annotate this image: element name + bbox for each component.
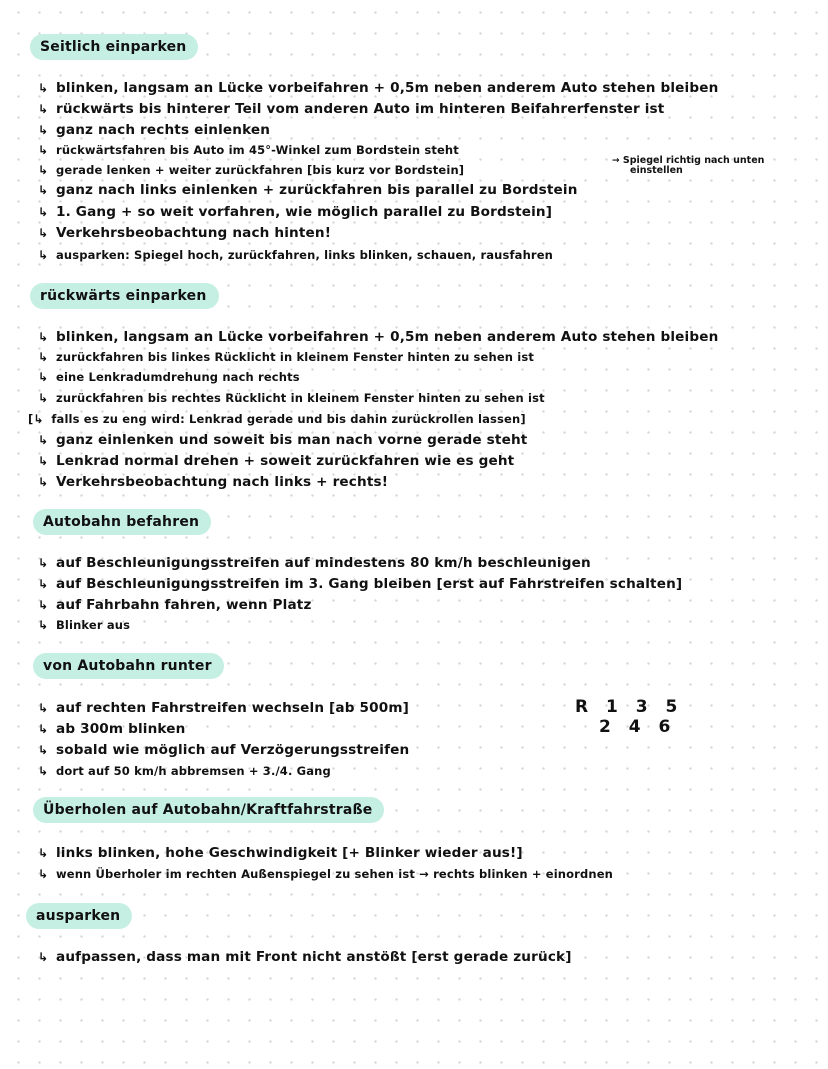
- bullet-arrow-icon: ↳: [33, 412, 44, 426]
- list-item: ↳ auf Fahrbahn fahren, wenn Platz: [38, 597, 312, 613]
- list-item: ↳ blinken, langsam an Lücke vorbeifahren + 0,5m neben anderem Auto stehen bleiben: [38, 80, 719, 96]
- list-item: ↳ rückwärtsfahren bis Auto im 45°-Winkel zum Bordstein steht: [38, 140, 459, 160]
- arrow-right-icon: →: [612, 156, 620, 166]
- list-item: ↳ zurückfahren bis rechtes Rücklicht in kleinem Fenster hinten zu sehen ist: [38, 388, 545, 408]
- list-item: ↳ links blinken, hohe Geschwindigkeit [+ Blinker wieder aus!]: [38, 845, 523, 861]
- section-heading-ueberholen: Überholen auf Autobahn/Kraftfahrstraße: [33, 797, 384, 823]
- bullet-arrow-icon: ↳: [38, 454, 49, 468]
- bullet-arrow-icon: ↳: [38, 330, 49, 344]
- list-item: ↳ eine Lenkradumdrehung nach rechts: [38, 367, 300, 387]
- bullet-arrow-icon: ↳: [38, 433, 49, 447]
- bullet-arrow-icon: ↳: [38, 598, 49, 612]
- bullet-arrow-icon: ↳: [38, 143, 49, 157]
- list-item: ↳ Lenkrad normal drehen + soweit zurückfahren wie es geht: [38, 453, 515, 469]
- list-item-bracketed: [↳ falls es zu eng wird: Lenkrad gerade und bis dahin zurückrollen lassen]: [28, 409, 526, 429]
- list-item: ↳ auf rechten Fahrstreifen wechseln [ab 500m]: [38, 700, 409, 716]
- bullet-arrow-icon: ↳: [38, 618, 49, 632]
- bullet-arrow-icon: ↳: [38, 102, 49, 116]
- bullet-arrow-icon: ↳: [38, 248, 49, 262]
- list-item: ↳ Verkehrsbeobachtung nach links + rechts!: [38, 474, 389, 490]
- list-item: ↳ Verkehrsbeobachtung nach hinten!: [38, 225, 332, 241]
- bullet-arrow-icon: ↳: [38, 867, 49, 881]
- side-note-spiegel: → Spiegel richtig nach unten einstellen: [612, 155, 765, 176]
- bullet-arrow-icon: ↳: [38, 350, 49, 364]
- section-heading-von-autobahn-runter: von Autobahn runter: [33, 653, 224, 679]
- section-heading-seitlich-einparken: Seitlich einparken: [30, 34, 198, 60]
- list-item: ↳ wenn Überholer im rechten Außenspiegel zu sehen ist → rechts blinken + einordnen: [38, 864, 613, 884]
- list-item: ↳ ganz nach rechts einlenken: [38, 122, 271, 138]
- section-heading-rueckwaerts-einparken: rückwärts einparken: [30, 283, 219, 309]
- gear-diagram-row-2: 2 4 6: [599, 717, 677, 737]
- bullet-arrow-icon: ↳: [38, 123, 49, 137]
- list-item: ↳ Blinker aus: [38, 615, 130, 635]
- gear-diagram-row-1: R 1 3 5: [575, 697, 684, 717]
- bullet-arrow-icon: ↳: [38, 701, 49, 715]
- section-heading-ausparken: ausparken: [26, 903, 132, 929]
- list-item: ↳ ganz nach links einlenken + zurückfahren bis parallel zu Bordstein: [38, 182, 578, 198]
- bullet-arrow-icon: ↳: [38, 81, 49, 95]
- list-item: ↳ ab 300m blinken: [38, 721, 186, 737]
- bullet-arrow-icon: ↳: [38, 743, 49, 757]
- list-item: ↳ 1. Gang + so weit vorfahren, wie möglich parallel zu Bordstein]: [38, 204, 553, 220]
- bullet-arrow-icon: ↳: [38, 475, 49, 489]
- bullet-arrow-icon: ↳: [38, 205, 49, 219]
- bullet-arrow-icon: ↳: [38, 556, 49, 570]
- list-item: ↳ gerade lenken + weiter zurückfahren [bis kurz vor Bordstein]: [38, 160, 464, 180]
- list-item: ↳ auf Beschleunigungsstreifen auf mindestens 80 km/h beschleunigen: [38, 555, 591, 571]
- bullet-arrow-icon: ↳: [38, 722, 49, 736]
- list-item: ↳ ausparken: Spiegel hoch, zurückfahren, links blinken, schauen, rausfahren: [38, 245, 553, 265]
- list-item: ↳ auf Beschleunigungsstreifen im 3. Gang bleiben [erst auf Fahrstreifen schalten]: [38, 576, 683, 592]
- list-item: ↳ rückwärts bis hinterer Teil vom anderen Auto im hinteren Beifahrerfenster ist: [38, 101, 665, 117]
- bullet-arrow-icon: ↳: [38, 391, 49, 405]
- bullet-arrow-icon: ↳: [38, 183, 49, 197]
- list-item: ↳ zurückfahren bis linkes Rücklicht in kleinem Fenster hinten zu sehen ist: [38, 347, 534, 367]
- bullet-arrow-icon: ↳: [38, 950, 49, 964]
- list-item: ↳ sobald wie möglich auf Verzögerungsstreifen: [38, 742, 410, 758]
- list-item: ↳ ganz einlenken und soweit bis man nach vorne gerade steht: [38, 432, 528, 448]
- bullet-arrow-icon: ↳: [38, 370, 49, 384]
- list-item: ↳ blinken, langsam an Lücke vorbeifahren + 0,5m neben anderem Auto stehen bleiben: [38, 329, 719, 345]
- bullet-arrow-icon: ↳: [38, 764, 49, 778]
- bullet-arrow-icon: ↳: [38, 226, 49, 240]
- open-bracket: [: [28, 412, 34, 426]
- bullet-arrow-icon: ↳: [38, 846, 49, 860]
- bullet-arrow-icon: ↳: [38, 577, 49, 591]
- section-heading-autobahn-befahren: Autobahn befahren: [33, 509, 211, 535]
- bullet-arrow-icon: ↳: [38, 163, 49, 177]
- list-item: ↳ dort auf 50 km/h abbremsen + 3./4. Gang: [38, 761, 331, 781]
- list-item: ↳ aufpassen, dass man mit Front nicht anstößt [erst gerade zurück]: [38, 949, 572, 965]
